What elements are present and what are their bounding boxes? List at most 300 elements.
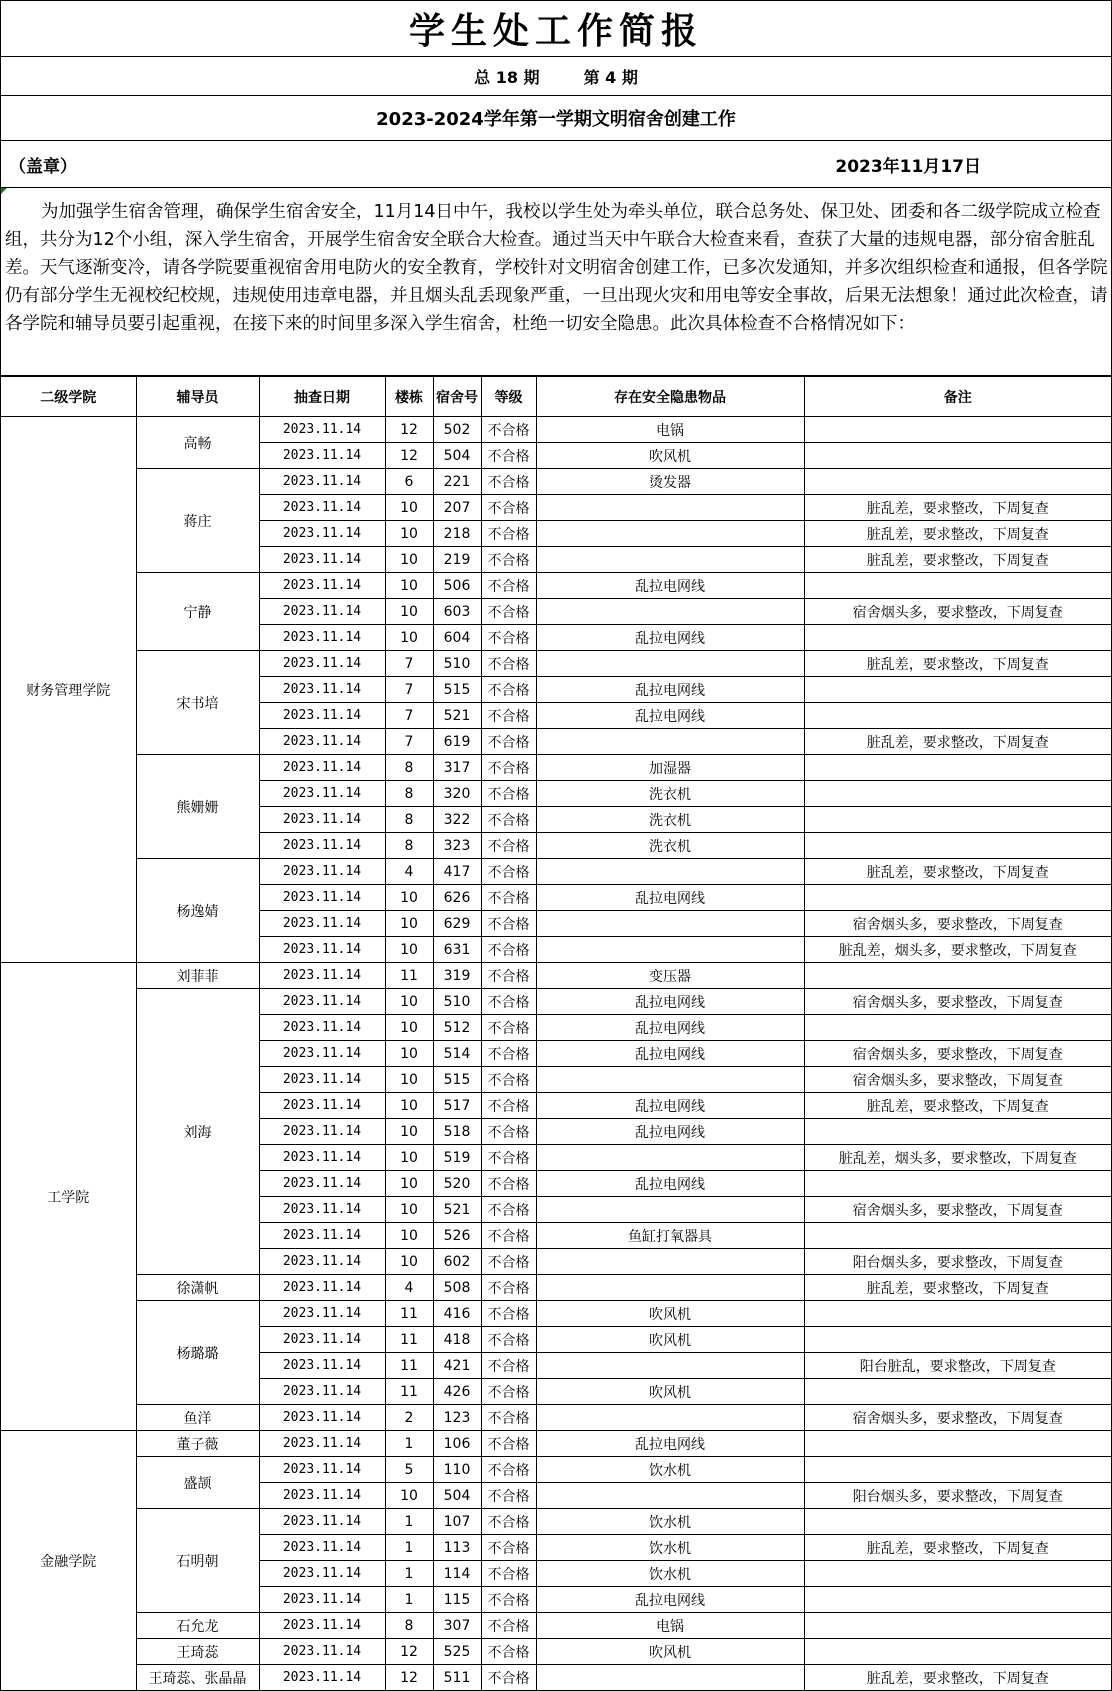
- room-cell: 603: [433, 599, 481, 625]
- hazard-item-cell: [536, 651, 804, 677]
- date-cell: 2023.11.14: [259, 963, 385, 989]
- room-cell: 322: [433, 807, 481, 833]
- building-cell: 12: [385, 443, 433, 469]
- grade-cell: 不合格: [481, 599, 536, 625]
- room-cell: 221: [433, 469, 481, 495]
- note-cell: [804, 703, 1111, 729]
- grade-cell: 不合格: [481, 937, 536, 963]
- note-cell: [804, 1223, 1111, 1249]
- building-cell: 7: [385, 703, 433, 729]
- room-cell: 510: [433, 989, 481, 1015]
- grade-cell: 不合格: [481, 1353, 536, 1379]
- grade-cell: 不合格: [481, 1665, 536, 1691]
- hazard-item-cell: [536, 547, 804, 573]
- date-cell: 2023.11.14: [259, 521, 385, 547]
- note-cell: [804, 885, 1111, 911]
- note-cell: 宿舍烟头多，要求整改，下周复查: [804, 1405, 1111, 1431]
- hazard-item-cell: [536, 1405, 804, 1431]
- grade-cell: 不合格: [481, 1587, 536, 1613]
- room-cell: 520: [433, 1171, 481, 1197]
- counselor-cell: 宋书培: [136, 651, 259, 755]
- date-cell: 2023.11.14: [259, 417, 385, 443]
- date-cell: 2023.11.14: [259, 1405, 385, 1431]
- note-cell: [804, 1171, 1111, 1197]
- note-cell: 脏乱差，要求整改，下周复查: [804, 1665, 1111, 1691]
- hazard-item-cell: 鱼缸打氧器具: [536, 1223, 804, 1249]
- hazard-item-cell: 乱拉电网线: [536, 1015, 804, 1041]
- date-cell: 2023.11.14: [259, 625, 385, 651]
- date-cell: 2023.11.14: [259, 547, 385, 573]
- table-row: [1, 1301, 1111, 1327]
- room-cell: 515: [433, 1067, 481, 1093]
- room-cell: 521: [433, 703, 481, 729]
- grade-cell: 不合格: [481, 547, 536, 573]
- hazard-item-cell: 洗衣机: [536, 807, 804, 833]
- counselor-cell: 徐潇帆: [136, 1275, 259, 1301]
- grade-cell: 不合格: [481, 1535, 536, 1561]
- room-cell: 526: [433, 1223, 481, 1249]
- date-cell: 2023.11.14: [259, 807, 385, 833]
- counselor-cell: 高畅: [136, 417, 259, 469]
- table-body: [1, 417, 1111, 1691]
- building-cell: 10: [385, 625, 433, 651]
- room-cell: 517: [433, 1093, 481, 1119]
- room-cell: 323: [433, 833, 481, 859]
- hazard-item-cell: [536, 521, 804, 547]
- date-cell: 2023.11.14: [259, 781, 385, 807]
- building-cell: 11: [385, 963, 433, 989]
- date-cell: 2023.11.14: [259, 1327, 385, 1353]
- table-row: [1, 651, 1111, 677]
- grade-cell: 不合格: [481, 1067, 536, 1093]
- hazard-item-cell: 吹风机: [536, 443, 804, 469]
- room-cell: 418: [433, 1327, 481, 1353]
- room-cell: 519: [433, 1145, 481, 1171]
- table-row: [1, 1431, 1111, 1457]
- col-note: 备注: [804, 377, 1111, 417]
- building-cell: 11: [385, 1327, 433, 1353]
- building-cell: 7: [385, 677, 433, 703]
- date-cell: 2023.11.14: [259, 885, 385, 911]
- table-row: [1, 1275, 1111, 1301]
- note-cell: [804, 625, 1111, 651]
- room-cell: 514: [433, 1041, 481, 1067]
- hazard-item-cell: 饮水机: [536, 1535, 804, 1561]
- building-cell: 1: [385, 1587, 433, 1613]
- date-cell: 2023.11.14: [259, 1535, 385, 1561]
- note-cell: [804, 573, 1111, 599]
- hazard-item-cell: 乱拉电网线: [536, 1093, 804, 1119]
- date-cell: 2023.11.14: [259, 1561, 385, 1587]
- table-row: [1, 1639, 1111, 1665]
- counselor-cell: 鱼洋: [136, 1405, 259, 1431]
- building-cell: 4: [385, 1275, 433, 1301]
- hazard-item-cell: 变压器: [536, 963, 804, 989]
- building-cell: 11: [385, 1301, 433, 1327]
- date-cell: 2023.11.14: [259, 911, 385, 937]
- grade-cell: 不合格: [481, 1405, 536, 1431]
- hazard-item-cell: 乱拉电网线: [536, 1119, 804, 1145]
- room-cell: 319: [433, 963, 481, 989]
- building-cell: 11: [385, 1379, 433, 1405]
- col-counselor: 辅导员: [136, 377, 259, 417]
- hazard-item-cell: [536, 911, 804, 937]
- room-cell: 107: [433, 1509, 481, 1535]
- building-cell: 10: [385, 937, 433, 963]
- hazard-item-cell: [536, 859, 804, 885]
- hazard-item-cell: 乱拉电网线: [536, 989, 804, 1015]
- building-cell: 10: [385, 1119, 433, 1145]
- date-cell: 2023.11.14: [259, 859, 385, 885]
- grade-cell: 不合格: [481, 1197, 536, 1223]
- building-cell: 10: [385, 573, 433, 599]
- note-cell: 脏乱差，要求整改，下周复查: [804, 859, 1111, 885]
- table-row: [1, 1405, 1111, 1431]
- counselor-cell: 王琦蕊、张晶晶: [136, 1665, 259, 1691]
- grade-cell: 不合格: [481, 1457, 536, 1483]
- hazard-item-cell: 烫发器: [536, 469, 804, 495]
- building-cell: 6: [385, 469, 433, 495]
- grade-cell: 不合格: [481, 1223, 536, 1249]
- building-cell: 8: [385, 807, 433, 833]
- grade-cell: 不合格: [481, 781, 536, 807]
- hazard-item-cell: 洗衣机: [536, 833, 804, 859]
- col-grade: 等级: [481, 377, 536, 417]
- stamp-date-row: [1, 141, 1111, 188]
- building-cell: 10: [385, 1223, 433, 1249]
- building-cell: 10: [385, 1015, 433, 1041]
- note-cell: 阳台烟头多，要求整改，下周复查: [804, 1483, 1111, 1509]
- note-cell: 宿舍烟头多，要求整改，下周复查: [804, 1041, 1111, 1067]
- grade-cell: 不合格: [481, 1093, 536, 1119]
- date-cell: 2023.11.14: [259, 599, 385, 625]
- counselor-cell: 石明朝: [136, 1509, 259, 1613]
- table-row: [1, 989, 1111, 1015]
- counselor-cell: 蒋庄: [136, 469, 259, 573]
- hazard-item-cell: 电锅: [536, 417, 804, 443]
- table-row: [1, 859, 1111, 885]
- building-cell: 12: [385, 1665, 433, 1691]
- cell-marker-icon: [1, 188, 7, 194]
- building-cell: 10: [385, 1041, 433, 1067]
- date-cell: 2023.11.14: [259, 573, 385, 599]
- room-cell: 426: [433, 1379, 481, 1405]
- hazard-item-cell: 吹风机: [536, 1327, 804, 1353]
- date-cell: 2023.11.14: [259, 833, 385, 859]
- col-college: 二级学院: [1, 377, 136, 417]
- table-row: [1, 1457, 1111, 1483]
- grade-cell: 不合格: [481, 495, 536, 521]
- grade-cell: 不合格: [481, 859, 536, 885]
- date-cell: 2023.11.14: [259, 1665, 385, 1691]
- stamp-label: （盖章）: [9, 156, 77, 177]
- grade-cell: 不合格: [481, 443, 536, 469]
- grade-cell: 不合格: [481, 1327, 536, 1353]
- note-cell: 宿舍烟头多，要求整改，下周复查: [804, 911, 1111, 937]
- inspection-table: [1, 376, 1111, 1691]
- grade-cell: 不合格: [481, 1379, 536, 1405]
- room-cell: 218: [433, 521, 481, 547]
- hazard-item-cell: 乱拉电网线: [536, 1041, 804, 1067]
- grade-cell: 不合格: [481, 729, 536, 755]
- building-cell: 10: [385, 885, 433, 911]
- room-cell: 504: [433, 443, 481, 469]
- room-cell: 626: [433, 885, 481, 911]
- hazard-item-cell: 乱拉电网线: [536, 573, 804, 599]
- grade-cell: 不合格: [481, 573, 536, 599]
- date-cell: 2023.11.14: [259, 1613, 385, 1639]
- table-row: [1, 963, 1111, 989]
- col-hazard-item: 存在安全隐患物品: [536, 377, 804, 417]
- hazard-item-cell: [536, 937, 804, 963]
- date-cell: 2023.11.14: [259, 1171, 385, 1197]
- note-cell: [804, 677, 1111, 703]
- date-cell: 2023.11.14: [259, 677, 385, 703]
- hazard-item-cell: 吹风机: [536, 1639, 804, 1665]
- building-cell: 10: [385, 1067, 433, 1093]
- date-cell: 2023.11.14: [259, 1587, 385, 1613]
- date-cell: 2023.11.14: [259, 1457, 385, 1483]
- counselor-cell: 宁静: [136, 573, 259, 651]
- building-cell: 8: [385, 755, 433, 781]
- subject-title: 2023-2024学年第一学期文明宿舍创建工作: [1, 96, 1111, 141]
- building-cell: 10: [385, 989, 433, 1015]
- grade-cell: 不合格: [481, 1561, 536, 1587]
- note-cell: 脏乱差，要求整改，下周复查: [804, 495, 1111, 521]
- grade-cell: 不合格: [481, 417, 536, 443]
- hazard-item-cell: 乱拉电网线: [536, 625, 804, 651]
- date-cell: 2023.11.14: [259, 1119, 385, 1145]
- room-cell: 508: [433, 1275, 481, 1301]
- hazard-item-cell: [536, 1483, 804, 1509]
- grade-cell: 不合格: [481, 1431, 536, 1457]
- building-cell: 2: [385, 1405, 433, 1431]
- intro-text: 为加强学生宿舍管理，确保学生宿舍安全，11月14日中午，我校以学生处为牵头单位，联合总务处、保卫处、团委和各二级学院成立检查组，共分为12个小组，深入学生宿舍，开展学生宿舍安全联合大检查。通过当天中午联合大检查来看，查获了大量的违规电器，部分宿舍脏乱差。天气逐渐变冷，请各学院要重视宿舍用电防火的安全教育，学校针对文明宿舍创建工作，已多次发通知，并多次组织检查和通报，但各学院仍有部分学生无视校纪校规，违规使用违章电器，并且烟头乱丢现象严重，一旦出现火灾和用电等安全事故，后果无法想象！通过此次检查，请各学院和辅导员要引起重视，在接下来的时间里多深入学生宿舍，杜绝一切安全隐患。此次具体检查不合格情况如下：: [5, 202, 1108, 334]
- building-cell: 1: [385, 1561, 433, 1587]
- date-cell: 2023.11.14: [259, 1041, 385, 1067]
- counselor-cell: 杨逸婧: [136, 859, 259, 963]
- hazard-item-cell: [536, 729, 804, 755]
- table-row: [1, 1613, 1111, 1639]
- building-cell: 1: [385, 1431, 433, 1457]
- building-cell: 5: [385, 1457, 433, 1483]
- building-cell: 10: [385, 1093, 433, 1119]
- grade-cell: 不合格: [481, 1119, 536, 1145]
- building-cell: 7: [385, 651, 433, 677]
- hazard-item-cell: [536, 1249, 804, 1275]
- hazard-item-cell: 电锅: [536, 1613, 804, 1639]
- date-cell: 2023.11.14: [259, 1145, 385, 1171]
- col-building: 楼栋: [385, 377, 433, 417]
- grade-cell: 不合格: [481, 1509, 536, 1535]
- grade-cell: 不合格: [481, 1613, 536, 1639]
- note-cell: [804, 1119, 1111, 1145]
- date-cell: 2023.11.14: [259, 1509, 385, 1535]
- note-cell: 阳台脏乱，要求整改，下周复查: [804, 1353, 1111, 1379]
- date-cell: 2023.11.14: [259, 1431, 385, 1457]
- note-cell: 脏乱差，要求整改，下周复查: [804, 547, 1111, 573]
- grade-cell: 不合格: [481, 1275, 536, 1301]
- date-cell: 2023.11.14: [259, 1223, 385, 1249]
- room-cell: 510: [433, 651, 481, 677]
- hazard-item-cell: [536, 1067, 804, 1093]
- col-date: 抽查日期: [259, 377, 385, 417]
- grade-cell: 不合格: [481, 521, 536, 547]
- room-cell: 629: [433, 911, 481, 937]
- note-cell: 宿舍烟头多，要求整改，下周复查: [804, 1197, 1111, 1223]
- date-cell: 2023.11.14: [259, 729, 385, 755]
- issue-number: 第 4 期: [583, 67, 638, 87]
- grade-cell: 不合格: [481, 625, 536, 651]
- hazard-item-cell: 吹风机: [536, 1301, 804, 1327]
- date-cell: 2023.11.14: [259, 1197, 385, 1223]
- building-cell: 10: [385, 911, 433, 937]
- room-cell: 602: [433, 1249, 481, 1275]
- date-cell: 2023.11.14: [259, 937, 385, 963]
- counselor-cell: 盛颉: [136, 1457, 259, 1509]
- hazard-item-cell: [536, 1145, 804, 1171]
- date-cell: 2023.11.14: [259, 1353, 385, 1379]
- room-cell: 417: [433, 859, 481, 885]
- note-cell: [804, 1613, 1111, 1639]
- grade-cell: 不合格: [481, 1015, 536, 1041]
- note-cell: 脏乱差，要求整改，下周复查: [804, 729, 1111, 755]
- note-cell: [804, 755, 1111, 781]
- hazard-item-cell: [536, 599, 804, 625]
- date-cell: 2023.11.14: [259, 755, 385, 781]
- hazard-item-cell: 乱拉电网线: [536, 1171, 804, 1197]
- note-cell: 脏乱差，烟头多，要求整改，下周复查: [804, 937, 1111, 963]
- grade-cell: 不合格: [481, 651, 536, 677]
- note-cell: [804, 1587, 1111, 1613]
- hazard-item-cell: [536, 1353, 804, 1379]
- hazard-item-cell: 饮水机: [536, 1457, 804, 1483]
- hazard-item-cell: 饮水机: [536, 1509, 804, 1535]
- room-cell: 619: [433, 729, 481, 755]
- building-cell: 11: [385, 1353, 433, 1379]
- building-cell: 10: [385, 1145, 433, 1171]
- hazard-item-cell: 乱拉电网线: [536, 885, 804, 911]
- building-cell: 8: [385, 781, 433, 807]
- room-cell: 219: [433, 547, 481, 573]
- room-cell: 421: [433, 1353, 481, 1379]
- building-cell: 8: [385, 833, 433, 859]
- grade-cell: 不合格: [481, 833, 536, 859]
- table-row: [1, 573, 1111, 599]
- room-cell: 320: [433, 781, 481, 807]
- hazard-item-cell: 饮水机: [536, 1561, 804, 1587]
- counselor-cell: 熊姗姗: [136, 755, 259, 859]
- room-cell: 502: [433, 417, 481, 443]
- grade-cell: 不合格: [481, 989, 536, 1015]
- note-cell: [804, 469, 1111, 495]
- note-cell: [804, 833, 1111, 859]
- grade-cell: 不合格: [481, 1483, 536, 1509]
- room-cell: 106: [433, 1431, 481, 1457]
- page-title: 学生处工作简报: [1, 0, 1111, 57]
- note-cell: 脏乱差，要求整改，下周复查: [804, 1275, 1111, 1301]
- counselor-cell: 刘菲菲: [136, 963, 259, 989]
- note-cell: [804, 1457, 1111, 1483]
- issue-line: [1, 57, 1111, 96]
- grade-cell: 不合格: [481, 1145, 536, 1171]
- building-cell: 10: [385, 1483, 433, 1509]
- note-cell: [804, 807, 1111, 833]
- note-cell: [804, 1301, 1111, 1327]
- date-cell: 2023.11.14: [259, 1015, 385, 1041]
- room-cell: 504: [433, 1483, 481, 1509]
- grade-cell: 不合格: [481, 1249, 536, 1275]
- date-cell: 2023.11.14: [259, 703, 385, 729]
- date-cell: 2023.11.14: [259, 1249, 385, 1275]
- note-cell: 宿舍烟头多，要求整改，下周复查: [804, 1067, 1111, 1093]
- building-cell: 10: [385, 1197, 433, 1223]
- room-cell: 506: [433, 573, 481, 599]
- note-cell: [804, 1639, 1111, 1665]
- counselor-cell: 董子薇: [136, 1431, 259, 1457]
- hazard-item-cell: [536, 495, 804, 521]
- col-room: 宿舍号: [433, 377, 481, 417]
- note-cell: 宿舍烟头多，要求整改，下周复查: [804, 989, 1111, 1015]
- hazard-item-cell: [536, 1665, 804, 1691]
- note-cell: [804, 1509, 1111, 1535]
- table-row: [1, 469, 1111, 495]
- counselor-cell: 石允龙: [136, 1613, 259, 1639]
- note-cell: [804, 963, 1111, 989]
- counselor-cell: 刘海: [136, 989, 259, 1275]
- report-date: 2023年11月17日: [835, 156, 981, 177]
- hazard-item-cell: [536, 1197, 804, 1223]
- building-cell: 10: [385, 547, 433, 573]
- note-cell: 阳台烟头多，要求整改，下周复查: [804, 1249, 1111, 1275]
- note-cell: 脏乱差，要求整改，下周复查: [804, 1093, 1111, 1119]
- building-cell: 10: [385, 599, 433, 625]
- counselor-cell: 杨璐璐: [136, 1301, 259, 1405]
- room-cell: 207: [433, 495, 481, 521]
- building-cell: 1: [385, 1535, 433, 1561]
- intro-paragraph: [1, 188, 1111, 376]
- date-cell: 2023.11.14: [259, 1379, 385, 1405]
- room-cell: 525: [433, 1639, 481, 1665]
- note-cell: [804, 443, 1111, 469]
- table-row: [1, 1665, 1111, 1691]
- table-row: [1, 417, 1111, 443]
- note-cell: [804, 781, 1111, 807]
- note-cell: [804, 1379, 1111, 1405]
- note-cell: [804, 1327, 1111, 1353]
- grade-cell: 不合格: [481, 469, 536, 495]
- room-cell: 110: [433, 1457, 481, 1483]
- date-cell: 2023.11.14: [259, 651, 385, 677]
- date-cell: 2023.11.14: [259, 1301, 385, 1327]
- grade-cell: 不合格: [481, 1171, 536, 1197]
- table-row: [1, 1509, 1111, 1535]
- hazard-item-cell: 乱拉电网线: [536, 703, 804, 729]
- room-cell: 317: [433, 755, 481, 781]
- hazard-item-cell: 洗衣机: [536, 781, 804, 807]
- room-cell: 115: [433, 1587, 481, 1613]
- note-cell: 脏乱差，要求整改，下周复查: [804, 521, 1111, 547]
- note-cell: 脏乱差，要求整改，下周复查: [804, 1535, 1111, 1561]
- room-cell: 113: [433, 1535, 481, 1561]
- note-cell: 脏乱差，要求整改，下周复查: [804, 651, 1111, 677]
- grade-cell: 不合格: [481, 885, 536, 911]
- note-cell: [804, 417, 1111, 443]
- hazard-item-cell: [536, 1275, 804, 1301]
- grade-cell: 不合格: [481, 1041, 536, 1067]
- hazard-item-cell: 乱拉电网线: [536, 677, 804, 703]
- issue-total: 总 18 期: [474, 67, 540, 87]
